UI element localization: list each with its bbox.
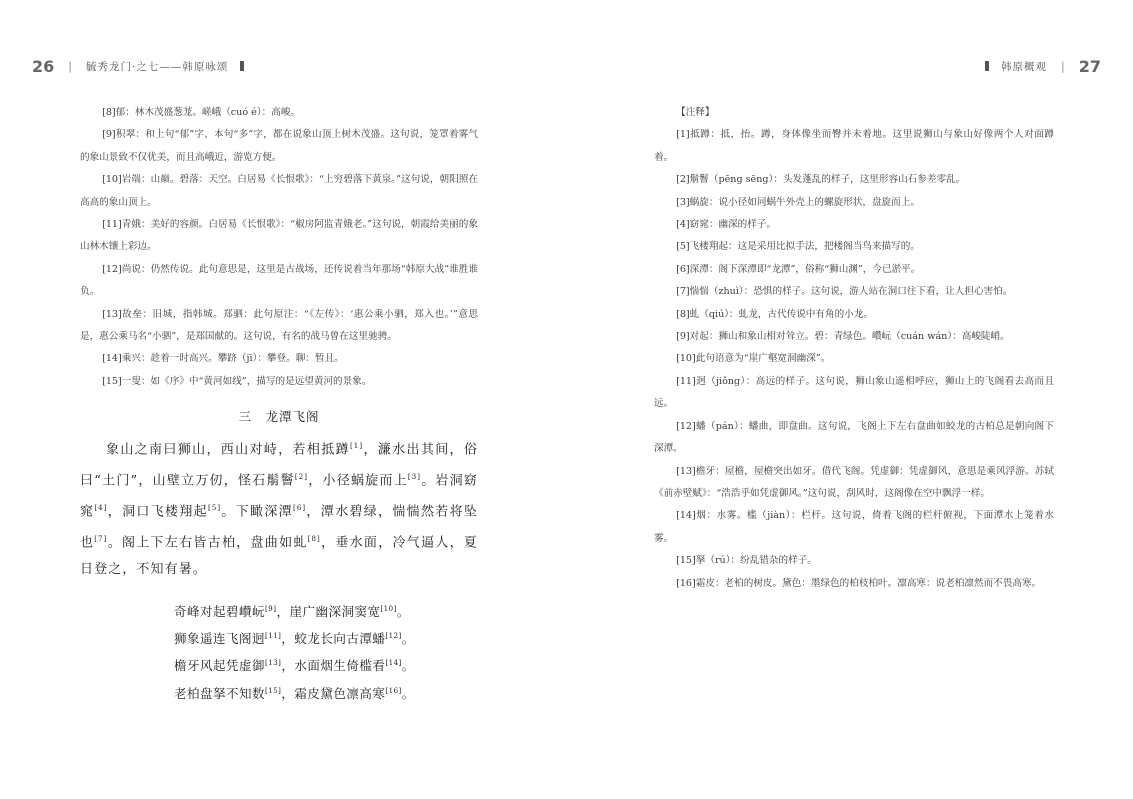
section-title: 三 龙潭飞阁 (238, 409, 320, 425)
header-bar-mark (985, 61, 989, 71)
running-title-right: 韩原概观 (1001, 60, 1048, 73)
prose-text: ，垂水面，冷气逼人，夏日登之，不知有暑。 (80, 535, 479, 577)
annotation-note: [2]鬅鬙（pēng sēng）：头发蓬乱的样子，这里形容山石参差零乱。 (676, 174, 966, 186)
page-number-left: 26 (32, 56, 55, 76)
footnote-ref: [8] (307, 534, 321, 543)
right-page-column (654, 102, 1054, 595)
poem-punct: 。 (396, 604, 410, 620)
annotation-note: [9]积翠：和上句“郁”字、本句“多”字，都在说象山顶上树木茂盛。这句说，笼罩着雾气的象山景致不仅优美，而且高峨近，游览方便。 (80, 129, 478, 163)
annotation-note: [8]郁：林木茂盛葱茏。嵯峨（cuó é）：高峻。 (102, 107, 301, 118)
header-bar-mark (240, 61, 244, 71)
poem-text: ，水面烟生倚槛看 (281, 658, 386, 674)
annotation-note: [10]岩端：山巅。碧落：天空。白居易《长恨歌》：“上穷碧落下黄泉。”这句说，朝阳照在高高的象山顶上。 (80, 174, 478, 208)
footnote-ref: [16] (385, 686, 402, 695)
prose-text: ，洞口飞楼翔起 (107, 504, 208, 520)
prose-text: ，濂水出其间，俗曰“土门”，山壁立万仞，怪石鬅鬙 (80, 442, 478, 489)
annotation-note: [9]对起：狮山和象山相对耸立。碧：青绿色。巑岏（cuán wán）：高峻陡峭。 (676, 331, 1010, 343)
footnote-ref: [4] (94, 503, 108, 512)
annotation-note: [12]蟠（pán）：蟠曲，即盘曲。这句说，飞阁上下左右盘曲如蛟龙的古柏总是朝向阁下深潭。 (654, 420, 1054, 455)
main-prose-paragraph (80, 433, 478, 583)
annotation-note: [14]乘兴：趁着一时高兴。攀跻（jī）：攀登。聊：暂且。 (102, 353, 344, 365)
prose-text: ，小径蜗旋而上 (308, 473, 408, 489)
right-notes-list (654, 124, 1054, 595)
prose-text: 。阁上下左右皆古柏，盘曲如虬 (107, 535, 308, 551)
footnote-ref: [5] (207, 503, 222, 512)
poem-text: ，蛟龙长向古潭蟠 (281, 631, 386, 647)
running-header-left (32, 55, 256, 77)
poem-text: ，霜皮黛色凛高寒 (281, 685, 386, 701)
prose-text: 。岩洞窈窕 (80, 473, 478, 520)
poem-text: ，崖广幽深洞窦宽 (276, 604, 381, 620)
poem-block (174, 597, 478, 706)
annotation-note: [4]窈窕：幽深的样子。 (676, 219, 777, 231)
poem-punct: 。 (401, 685, 415, 701)
poem-text: 檐牙风起凭虚御 (174, 658, 266, 674)
annotation-note: [3]蜗旋：说小径如同蜗牛外壳上的螺旋形状，盘旋而上。 (676, 196, 920, 208)
annotation-note: [15]拏（rú）：纷乱错杂的样子。 (676, 555, 817, 567)
poem-line (174, 624, 478, 651)
poem-text: 狮象遥连飞阁迥 (174, 631, 266, 647)
prose-text: 。下瞰深潭 (221, 504, 293, 520)
footnote-ref: [13] (265, 659, 282, 668)
running-header-right (973, 55, 1101, 77)
annotation-note: [12]尚说：仍然传说。此句意思是，这里是古战场，还传说着当年那场“韩原大战”谁胜谁负。 (80, 263, 478, 298)
footnote-ref: [6] (293, 503, 307, 512)
left-page-column (80, 102, 478, 706)
poem-text: 老柏盘拏不知数 (174, 685, 266, 701)
annotation-note: [5]飞楼翔起：这是采用比拟手法，把楼阁当鸟来描写的。 (676, 241, 920, 253)
footnote-ref: [14] (385, 659, 402, 668)
poem-line (174, 679, 478, 706)
footnote-ref: [1] (349, 442, 364, 451)
annotation-note: [16]霜皮：老柏的树皮。黛色：墨绿色的柏枝柏叶。凛高寒：说老柏凛然而不畏高寒。 (676, 577, 1042, 589)
annotation-note: [13]檐牙：屋檐，屋檐突出如牙。借代飞阁。凭虚御：凭虚御风，意思是乘风浮游。苏轼《前赤壁赋》：“浩浩乎如凭虚御风。”这句说，刮风时，这阁像在空中飘浮一样。 (654, 465, 1054, 499)
header-separator: | (1061, 59, 1065, 73)
poem-text: 奇峰对起碧巑岏 (174, 604, 266, 620)
annotation-note: [15]一叟：如《序》中“黄河如线”，描写的是远望黄河的景象。 (102, 375, 372, 387)
footnote-ref: [9] (265, 605, 277, 614)
notes-heading: 【注释】 (676, 107, 715, 118)
annotation-note: [11]青娥：美好的容颜。白居易《长恨歌》：“椒房阿监青娥老。”这句说，朝霞给美丽的象山林木镶上彩边。 (80, 219, 478, 253)
annotation-note: [13]故垒：旧城，指韩城。郑驷：此句原注：“《左传》：‘惠公乘小驷，郑入也。’”意思是，惠公乘马名“小驷”，是郑国献的。这句说，有名的战马曾在这里驰骋。 (80, 308, 478, 343)
prose-text: 象山之南曰狮山，西山对峙，若相抵蹲 (106, 442, 350, 458)
footnote-ref: [12] (385, 632, 402, 641)
prose-text: ，潭水碧绿，惴惴然若将坠也 (80, 504, 479, 551)
page-number-right: 27 (1078, 56, 1101, 76)
footnote-ref: [7] (94, 534, 108, 543)
annotation-note: [11]迥（jiǒng）：高远的样子。这句说，狮山象山遥相呼应，狮山上的飞阁看去高而且远。 (654, 375, 1054, 410)
poem-line (174, 597, 478, 624)
annotation-note: [7]惴惴（zhuì）：恐惧的样子。这句说，游人站在洞口往下看，让人担心害怕。 (676, 286, 1013, 298)
running-title-left: 毓秀龙门·之七——韩原咏颂 (85, 60, 229, 73)
footnote-ref: [3] (407, 473, 422, 482)
left-notes-list (80, 102, 478, 393)
footnote-ref: [10] (380, 605, 397, 614)
header-separator: | (68, 59, 72, 73)
annotation-note: [10]此句语意为“崖广壑宽洞幽深”。 (676, 353, 831, 365)
footnote-ref: [2] (294, 473, 309, 482)
annotation-note: [1]抵蹲：抵，抬。蹲，身体像坐而臀并未着地。这里说狮山与象山好像两个人对面蹲着。 (654, 129, 1054, 163)
footnote-ref: [15] (265, 686, 282, 695)
poem-punct: 。 (401, 658, 415, 674)
annotation-note: [8]虬（qiú）：虬龙，古代传说中有角的小龙。 (676, 308, 873, 320)
poem-line (174, 651, 478, 678)
annotation-note: [14]烟：水雾。槛（jiàn）：栏杆。这句说，倚着飞阁的栏杆俯视，下面潭水上笼着水雾。 (654, 510, 1054, 544)
annotation-note: [6]深潭：阁下深潭即“龙潭”，俗称“狮山渊”，今已淤平。 (676, 263, 921, 275)
footnote-ref: [11] (265, 632, 282, 641)
poem-punct: 。 (401, 631, 415, 647)
